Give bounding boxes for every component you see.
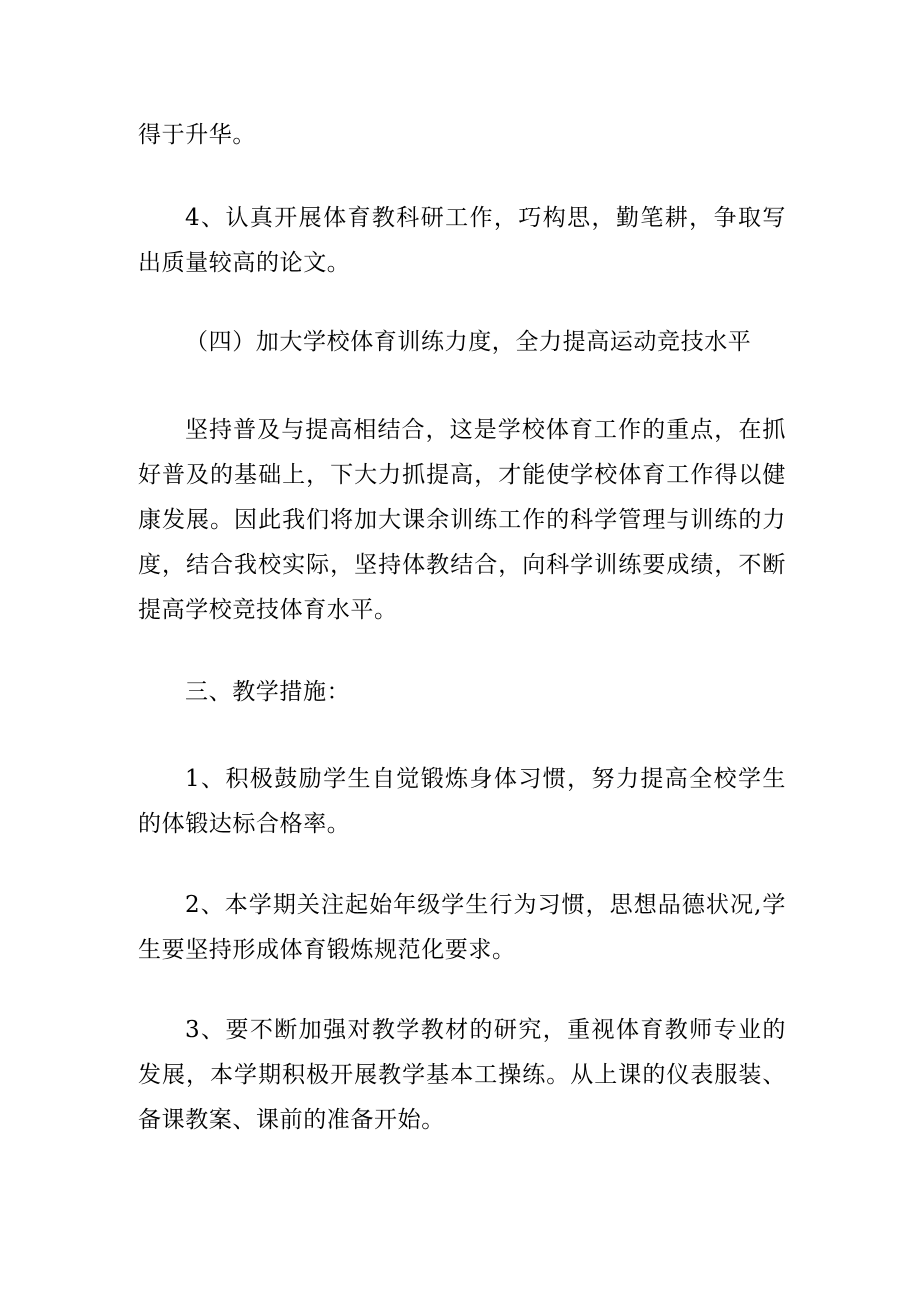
paragraph-continuation: 得于升华。 xyxy=(138,122,256,148)
section-heading-measures: 三、教学措施： xyxy=(185,679,351,705)
paragraph-measure-3: 3、要不断加强对教学教材的研究，重视体育教师专业的发展，本学期积极开展教学基本工操练。从上课的仪表服装、备课教案、课前的准备开始。 xyxy=(138,1017,786,1133)
section-heading-4: （四）加大学校体育训练力度，全力提高运动竞技水平 xyxy=(185,329,752,355)
paragraph-training: 坚持普及与提高相结合，这是学校体育工作的重点，在抓好普及的基础上，下大力抓提高，才能使学校体育工作得以健康发展。因此我们将加大课余训练工作的科学管理与训练的力度，结合我校实际，坚持体教结合，向科学训练要成绩，不断提高学校竞技体育水平。 xyxy=(138,417,786,623)
paragraph-measure-2: 2、本学期关注起始年级学生行为习惯，思想品德状况,学生要坚持形成体育锻炼规范化要求。 xyxy=(138,892,786,963)
paragraph-item-4: 4、认真开展体育教科研工作，巧构思，勤笔耕，争取写出质量较高的论文。 xyxy=(138,205,786,276)
paragraph-measure-1: 1、积极鼓励学生自觉锻炼身体习惯，努力提高全校学生的体锻达标合格率。 xyxy=(138,766,786,837)
